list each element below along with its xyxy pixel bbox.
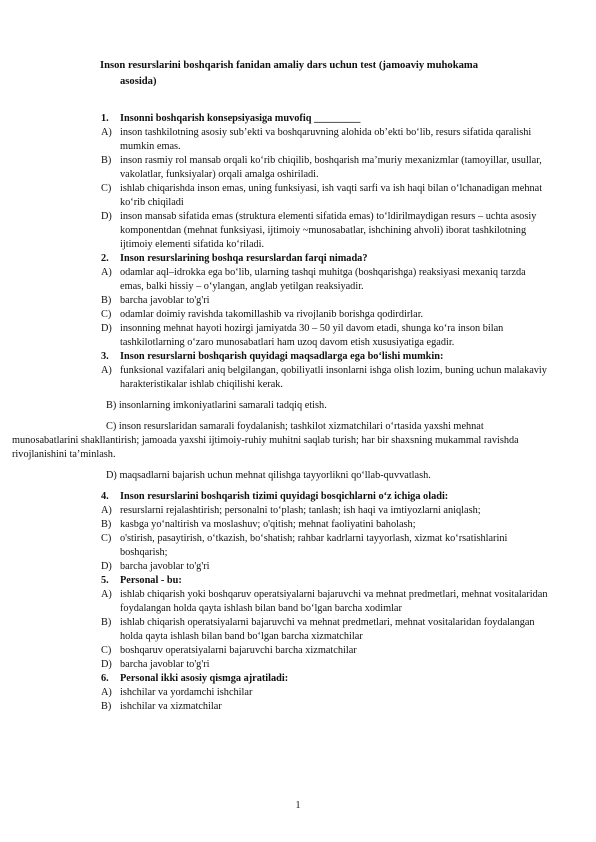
option-letter: A) — [101, 365, 112, 376]
option-text: ishchilar va yordamchi ishchilar — [120, 687, 253, 698]
option-letter: C) — [101, 533, 112, 544]
title-line-2: asosida) — [120, 76, 157, 87]
answer-option — [0, 686, 596, 700]
option-letter: D) — [101, 211, 112, 222]
page-number: 1 — [295, 800, 301, 811]
option-text: funksional vazifalari aniq belgilangan, qobiliyatli insonlarni ishga olish lozim, buning uchun malakaviy harakteristikalar ishlab chiqilishi kerak. — [120, 365, 547, 390]
answer-option — [0, 469, 596, 483]
option-letter: A) — [101, 687, 112, 698]
option-letter: D) — [101, 323, 112, 334]
answer-option — [0, 560, 596, 574]
question-number: 2. — [101, 253, 109, 264]
option-text: boshqaruv operatsiyalarni bajaruvchi barcha xizmatchilar — [120, 645, 357, 656]
option-text: barcha javoblar to'g'ri — [120, 561, 210, 572]
question-number: 6. — [101, 673, 109, 684]
option-text: B) insonlarning imkoniyatlarini samarali tadqiq etish. — [106, 400, 327, 411]
option-text: o'stirish, pasaytirish, o‘tkazish, bo‘shatish; rahbar kadrlarni tayyorlash, xizmat ko‘rsatishlarini boshqarish; — [120, 533, 508, 558]
option-letter: C) — [101, 309, 112, 320]
answer-option — [0, 420, 596, 462]
question-number: 1. — [101, 113, 109, 124]
answer-option — [0, 182, 596, 210]
option-text: barcha javoblar to'g'ri — [120, 295, 210, 306]
answer-option — [0, 154, 596, 182]
option-letter: B) — [101, 617, 112, 628]
option-letter: D) — [101, 561, 112, 572]
question-6 — [0, 672, 596, 686]
option-text: C) inson resurslaridan samarali foydalanish; tashkilot xizmatchilari o‘rtasida yaxshi mehnat munosabatlarini shakllantirish; jamoada yaxshi ijtimoiy-ruhiy muhitni saqlab turish; har bir shaxsning mukammal ravishda rivojlanishini ta’minlash. — [12, 421, 519, 460]
title-line-1: Inson resurslarini boshqarish fanidan amaliy dars uchun test (jamoaviy muhokama — [100, 60, 479, 71]
question-text: Insonni boshqarish konsepsiyasiga muvofiq _________ — [120, 113, 361, 124]
question-1 — [0, 112, 596, 126]
answer-option — [0, 658, 596, 672]
option-letter: B) — [101, 519, 112, 530]
answer-option — [0, 700, 596, 714]
answer-option — [0, 210, 596, 252]
option-text: D) maqsadlarni bajarish uchun mehnat qilishga tayyorlikni qo‘llab-quvvatlash. — [106, 470, 431, 481]
option-letter: C) — [101, 183, 112, 194]
answer-option — [0, 518, 596, 532]
option-letter: A) — [101, 589, 112, 600]
option-text: odamlar aql–idrokka ega bo‘lib, ularning tashqi muhitga (boshqarishga) reaksiyasi mexaniq tarzda emas, balki hissiy – o‘ylangan, anglab yetilgan reaksiyadir. — [120, 267, 526, 292]
question-text: Personal - bu: — [120, 575, 182, 586]
option-text: inson rasmiy rol mansab orqali ko‘rib chiqilib, boshqarish ma’muriy mexanizmlar (tamoyillar, usullar, vakolatlar, funksiyalar) orqali amalga oshiriladi. — [120, 155, 542, 180]
option-letter: A) — [101, 127, 112, 138]
answer-option — [0, 126, 596, 154]
option-text: inson tashkilotning asosiy sub’ekti va boshqaruvning alohida ob’ekti bo‘lib, resurs sifatida qaralishi mumkin emas. — [120, 127, 532, 152]
question-5 — [0, 574, 596, 588]
option-letter: B) — [101, 295, 112, 306]
option-text: kasbga yo‘naltirish va moslashuv; o'qitish; mehnat faoliyatini baholash; — [120, 519, 416, 530]
option-letter: D) — [101, 659, 112, 670]
answer-option — [0, 322, 596, 350]
question-number: 4. — [101, 491, 109, 502]
answer-option — [0, 308, 596, 322]
option-letter: C) — [101, 645, 112, 656]
option-text: barcha javoblar to'g'ri — [120, 659, 210, 670]
answer-option — [0, 399, 596, 413]
question-4 — [0, 490, 596, 504]
question-text: Inson resurslarining boshqa resurslardan farqi nimada? — [120, 253, 368, 264]
option-text: ishchilar va xizmatchilar — [120, 701, 222, 712]
answer-option — [0, 644, 596, 658]
question-number: 3. — [101, 351, 109, 362]
question-text: Personal ikki asosiy qismga ajratiladi: — [120, 673, 289, 684]
option-text: odamlar doimiy ravishda takomillashib va rivojlanib borishga qodirdirlar. — [120, 309, 424, 320]
answer-option — [0, 294, 596, 308]
option-text: insonning mehnat hayoti hozirgi jamiyatda 30 – 50 yil davom etadi, shunga ko‘ra inson bilan tashkilotlarning o‘zaro munosabatlari ham uzoq davom etish xususiyatiga egadir. — [120, 323, 504, 348]
question-number: 5. — [101, 575, 109, 586]
answer-option — [0, 504, 596, 518]
answer-option — [0, 364, 596, 392]
option-letter: B) — [101, 701, 112, 712]
document-title — [100, 58, 530, 90]
answer-option — [0, 588, 596, 616]
question-text: Inson resurslarni boshqarish quyidagi maqsadlarga ega bo‘lishi mumkin: — [120, 351, 444, 362]
answer-option — [0, 266, 596, 294]
question-list — [0, 112, 596, 714]
answer-option — [0, 532, 596, 560]
option-text: ishlab chiqarish yoki boshqaruv operatsiyalarni bajaruvchi va mehnat predmetlari, mehnat vositalaridan foydalangan holda qayta ishlash bilan band bo‘lgan barcha xodimlar — [120, 589, 548, 614]
option-text: inson mansab sifatida emas (struktura elementi sifatida emas) to‘ldirilmaydigan resurs – uchta asosiy komponentdan (mehnat funksiyasi, ijtimoiy ~munosabatlar, ishchining ahvoli) iborat tashkilotning ijtimoiy elementi sifatida ko‘riladi. — [120, 211, 537, 250]
question-3 — [0, 350, 596, 364]
option-letter: A) — [101, 267, 112, 278]
option-letter: B) — [101, 155, 112, 166]
question-text: Inson resurslarini boshqarish tizimi quyidagi bosqichlarni o‘z ichiga oladi: — [120, 491, 449, 502]
option-text: resurslarni rejalashtirish; personalni to‘plash; tanlash; ish haqi va imtiyozlarni aniqlash; — [120, 505, 481, 516]
option-letter: A) — [101, 505, 112, 516]
answer-option — [0, 616, 596, 644]
question-2 — [0, 252, 596, 266]
option-text: ishlab chiqarishda inson emas, uning funksiyasi, ish vaqti sarfi va ish haqi bilan o‘lchanadigan mehnat ko‘rib chiqiladi — [120, 183, 543, 208]
option-text: ishlab chiqarish operatsiyalarni bajaruvchi va mehnat predmetlari, mehnat vositalaridan foydalangan holda qayta ishlash bilan band bo‘lgan barcha xizmatchilar — [120, 617, 535, 642]
